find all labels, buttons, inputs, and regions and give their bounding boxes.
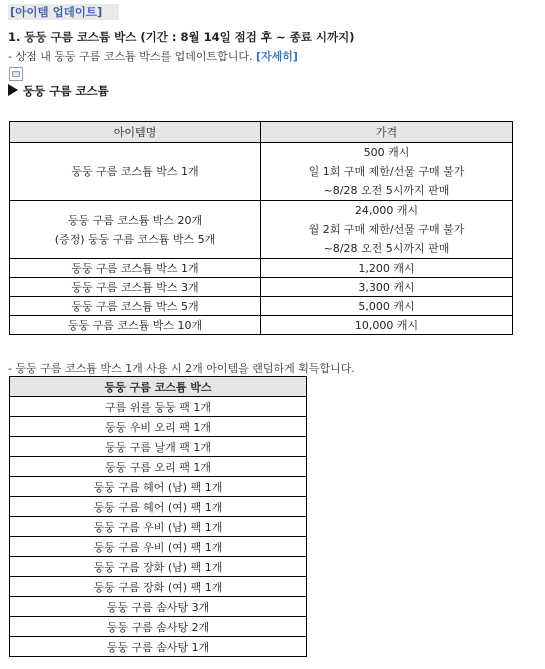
box-item-cell: 둥둥 구름 우비 (여) 팩 1개 [10, 537, 307, 557]
list-item [10, 537, 307, 557]
header-item-name: 아이템명 [10, 122, 261, 143]
box-item-cell: 둥둥 구름 오리 팩 1개 [10, 457, 307, 477]
price-cell [261, 201, 513, 259]
item-bonus-line: (증정) 둥둥 구름 코스튬 박스 5개 [54, 232, 216, 246]
box-item-cell: 둥둥 구름 솜사탕 2개 [10, 617, 307, 637]
box-item-cell: 둥둥 구름 장화 (여) 팩 1개 [10, 577, 307, 597]
table-row [10, 143, 513, 201]
list-item [10, 617, 307, 637]
box-item-cell: 둥둥 구름 솜사탕 3개 [10, 597, 307, 617]
box-item-cell: 둥둥 구름 솜사탕 1개 [10, 637, 307, 657]
item-name-cell: 둥둥 구름 코스튬 박스 1개 [10, 259, 261, 278]
price-cell: 10,000 캐시 [261, 316, 513, 335]
item-name-cell [10, 143, 261, 201]
item-name-cell: 둥둥 구름 코스튬 박스 10개 [10, 316, 261, 335]
list-item [10, 497, 307, 517]
price-table [9, 121, 513, 335]
item-name-cell: 둥둥 구름 코스튬 박스 3개 [10, 278, 261, 297]
update-description [8, 48, 298, 64]
list-item [10, 597, 307, 617]
price-cell: 1,200 캐시 [261, 259, 513, 278]
price-cell: 3,300 캐시 [261, 278, 513, 297]
price-period-line: ~8/28 오전 5시까지 판매 [323, 184, 450, 197]
subheading-text: 둥둥 구름 코스튬 [23, 84, 109, 98]
box-item-cell: 둥둥 구름 날개 팩 1개 [10, 437, 307, 457]
list-item [10, 457, 307, 477]
price-line: 24,000 캐시 [354, 204, 419, 217]
costume-subheading [8, 83, 109, 99]
list-item [10, 557, 307, 577]
table-row [10, 201, 513, 259]
random-note: - 둥둥 구름 코스튬 박스 1개 사용 시 2개 아이템을 랜덤하게 획득합니다. [8, 362, 355, 375]
item-name-cell [10, 201, 261, 259]
list-item [10, 477, 307, 497]
box-item-cell: 둥둥 구름 헤어 (남) 팩 1개 [10, 477, 307, 497]
box-table-header-row [10, 377, 307, 397]
table-row [10, 297, 513, 316]
more-details-link[interactable]: [자세히] [255, 50, 298, 63]
box-table-header: 둥둥 구름 코스튬 박스 [10, 377, 307, 397]
update-heading: 1. 둥둥 구름 코스튬 박스 (기간 : 8월 14일 점검 후 ~ 종료 시까지) [8, 30, 355, 44]
price-cell [261, 143, 513, 201]
item-name-line: 둥둥 구름 코스튬 박스 20개 [67, 213, 203, 227]
list-item [10, 417, 307, 437]
table-row [10, 278, 513, 297]
list-item [10, 437, 307, 457]
list-item [10, 637, 307, 657]
section-tag: [아이템 업데이트] [8, 4, 119, 20]
price-limit-line: 월 2회 구매 제한/선물 구매 불가 [308, 223, 465, 236]
list-item [10, 577, 307, 597]
box-item-cell: 둥둥 우비 오리 팩 1개 [10, 417, 307, 437]
box-item-cell: 둥둥 구름 헤어 (여) 팩 1개 [10, 497, 307, 517]
table-row [10, 259, 513, 278]
price-limit-line: 일 1회 구매 제한/선물 구매 불가 [308, 165, 465, 178]
box-item-cell: 둥둥 구름 장화 (남) 팩 1개 [10, 557, 307, 577]
description-text: - 상점 내 둥둥 구름 코스튬 박스를 업데이트합니다. [8, 50, 253, 63]
item-name-cell: 둥둥 구름 코스튬 박스 5개 [10, 297, 261, 316]
box-item-cell: 구름 위를 둥둥 팩 1개 [10, 397, 307, 417]
header-price: 가격 [261, 122, 513, 143]
table-row [10, 316, 513, 335]
broken-image-icon [9, 67, 23, 81]
list-item [10, 397, 307, 417]
item-name-line: 둥둥 구름 코스튬 박스 1개 [71, 165, 199, 178]
list-item [10, 517, 307, 537]
price-line: 500 캐시 [363, 146, 410, 159]
box-item-cell: 둥둥 구름 우비 (남) 팩 1개 [10, 517, 307, 537]
price-table-header-row [10, 122, 513, 143]
box-contents-table [9, 376, 307, 657]
price-cell: 5,000 캐시 [261, 297, 513, 316]
price-period-line: ~8/28 오전 5시까지 판매 [323, 242, 450, 255]
play-triangle-icon [8, 84, 18, 96]
